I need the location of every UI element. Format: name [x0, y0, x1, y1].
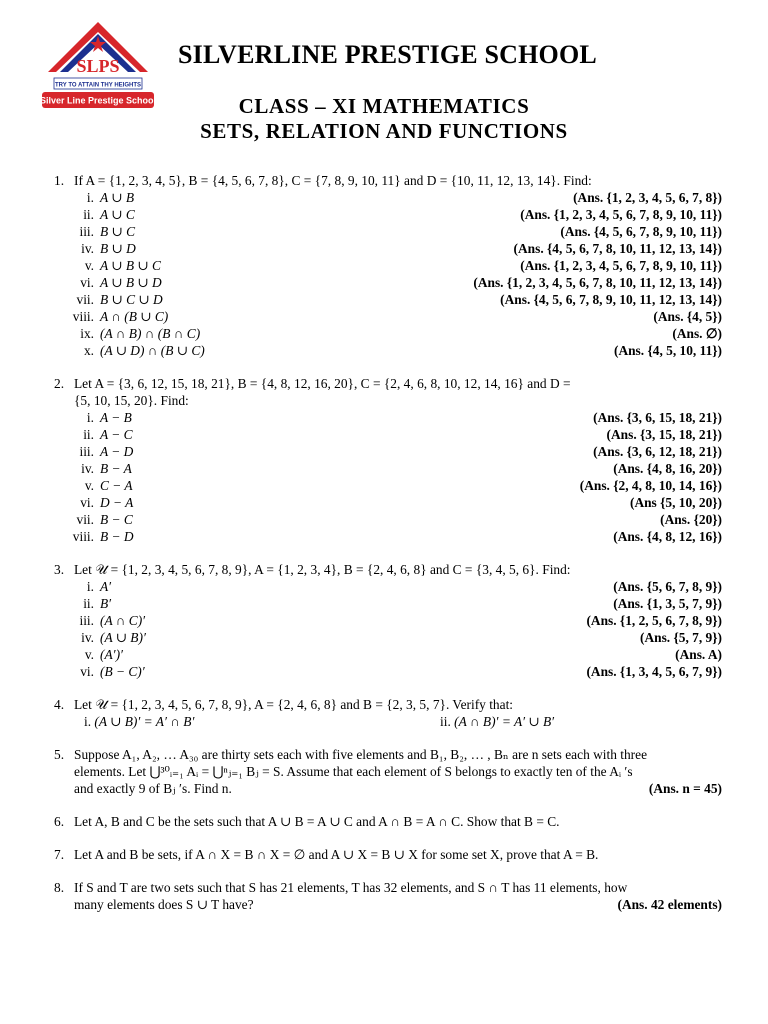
question-stem-line: [74, 392, 722, 409]
question-7: [54, 846, 722, 863]
sub-question: [54, 443, 722, 460]
sub-question-number: i.: [86, 579, 94, 594]
verify-row: [54, 713, 722, 730]
sub-question-answer: (Ans. {1, 3, 4, 5, 6, 7, 9}): [586, 664, 722, 679]
question-8: [54, 879, 722, 913]
stem-text: elements. Let ⋃³⁰ᵢ₌₁ Aᵢ = ⋃ⁿⱼ₌₁ Bⱼ = S. Assume that each element of S belongs to exactly ten of the Aᵢ ′s: [74, 764, 633, 779]
sub-question-text: A − C: [100, 427, 133, 442]
sub-question-answer: (Ans. A): [675, 647, 722, 662]
sub-question-answer: (Ans {5, 10, 20}): [629, 495, 722, 510]
question-stem-line: [74, 780, 722, 797]
sub-question-number: ii.: [83, 207, 94, 222]
sub-question-number: iii.: [79, 444, 94, 459]
question-4: [54, 696, 722, 730]
sub-question: [54, 342, 722, 359]
sub-question-text: (A ∩ C)′: [100, 613, 146, 628]
question-stem-line: [74, 696, 722, 713]
sub-question-text: A ∪ C: [100, 207, 135, 222]
stem-text: Let 𝒰 = {1, 2, 3, 4, 5, 6, 7, 8, 9}, A = {1, 2, 3, 4}, B = {2, 4, 6, 8} and C = {3, 4, 5, 6}. Find:: [74, 562, 571, 577]
question-stem: [54, 846, 722, 863]
sub-question-answer: (Ans. {3, 15, 18, 21}): [606, 427, 722, 442]
question-stem: [54, 813, 722, 830]
question-2: [54, 375, 722, 545]
verify-number: ii.: [440, 714, 455, 729]
sub-question-text: B ∪ C ∪ D: [100, 292, 163, 307]
sub-question-answer: (Ans. {4, 5, 10, 11}): [613, 343, 722, 358]
question-stem: [54, 696, 722, 713]
sub-question: [54, 223, 722, 240]
question-stem-line: [74, 746, 722, 763]
sub-question-text: A ∪ B ∪ C: [100, 258, 161, 273]
logo-acronym: SLPS: [76, 56, 120, 76]
logo-banner: Silver Line Prestige School: [40, 95, 156, 106]
sub-question: [54, 257, 722, 274]
stem-text: Let A and B be sets, if A ∩ X = B ∩ X = ∅ and A ∪ X = B ∪ X for some set X, prove that A = B.: [74, 847, 599, 862]
sub-question-number: v.: [84, 647, 94, 662]
sub-question-text: (A ∪ B)′: [100, 630, 146, 645]
sub-question-number: vii.: [76, 512, 94, 527]
sub-question: [54, 477, 722, 494]
sub-question: [54, 189, 722, 206]
sub-question-number: vi.: [80, 495, 94, 510]
verify-item: [84, 713, 194, 730]
question-number: 1.: [54, 173, 65, 188]
question-stem-line: [74, 879, 722, 896]
sub-question: [54, 528, 722, 545]
sub-question-text: (A ∩ B) ∩ (B ∩ C): [100, 326, 201, 341]
sub-question-answer: (Ans. {1, 2, 3, 4, 5, 6, 7, 8, 10, 11, 12, 13, 14}): [473, 275, 722, 290]
sub-question-answer: (Ans. {1, 2, 3, 4, 5, 6, 7, 8}): [573, 190, 722, 205]
sub-question-number: x.: [83, 343, 94, 358]
question-stem: [54, 879, 722, 913]
sub-question-answer: (Ans. {1, 2, 3, 4, 5, 6, 7, 8, 9, 10, 11}): [520, 207, 722, 222]
sub-question-number: i.: [86, 190, 94, 205]
sub-question-number: iv.: [81, 461, 94, 476]
class-title: CLASS – XI MATHEMATICS: [238, 94, 530, 118]
school-name: SILVERLINE PRESTIGE SCHOOL: [178, 40, 597, 69]
question-3: [54, 561, 722, 680]
sub-question-text: B ∪ D: [100, 241, 136, 256]
sub-question-number: i.: [86, 410, 94, 425]
sub-question: [54, 612, 722, 629]
sub-question: [54, 629, 722, 646]
question-stem-line: [74, 561, 722, 578]
sub-question-number: viii.: [72, 529, 94, 544]
sub-question: [54, 646, 722, 663]
sub-question-number: v.: [84, 478, 94, 493]
sub-question-number: ii.: [83, 596, 94, 611]
sub-question-text: (B − C)′: [100, 664, 145, 679]
sub-question-number: iii.: [79, 613, 94, 628]
question-stem-line: [74, 375, 722, 392]
sub-question-text: D − A: [100, 495, 134, 510]
question-stem-line: [74, 763, 722, 780]
stem-text: {5, 10, 15, 20}. Find:: [74, 393, 189, 408]
sub-question: [54, 274, 722, 291]
sub-question: [54, 308, 722, 325]
stem-text: If S and T are two sets such that S has 21 elements, T has 32 elements, and S ∩ T has 11 elements, how: [74, 880, 628, 895]
stem-text: Let A, B and C be the sets such that A ∪ B = A ∪ C and A ∩ B = A ∩ C. Show that B = C.: [74, 814, 560, 829]
sub-question-number: ii.: [83, 427, 94, 442]
sub-question-text: B − D: [100, 529, 134, 544]
question-stem: [54, 172, 722, 189]
sub-question-text: (A ∪ D) ∩ (B ∪ C): [100, 343, 205, 358]
sub-question-answer: (Ans. {4, 5, 6, 7, 8, 9, 10, 11}): [560, 224, 722, 239]
sub-question-text: (A′)′: [100, 647, 123, 662]
sub-question-text: B − C: [100, 512, 133, 527]
sub-question-number: viii.: [72, 309, 94, 324]
sub-question: [54, 511, 722, 528]
question-number: 8.: [54, 880, 65, 895]
sub-question-number: vi.: [80, 664, 94, 679]
stem-text: many elements does S ∪ T have?: [74, 897, 254, 912]
verify-item: [440, 713, 554, 730]
sub-question-answer: (Ans. {4, 5}): [653, 309, 722, 324]
question-number: 2.: [54, 376, 65, 391]
verify-text: (A ∪ B)′ = A′ ∩ B′: [94, 714, 195, 729]
sub-question-text: A ∪ B ∪ D: [100, 275, 162, 290]
sub-question: [54, 409, 722, 426]
question-number: 4.: [54, 697, 65, 712]
sub-question-answer: (Ans. {1, 2, 5, 6, 7, 8, 9}): [586, 613, 722, 628]
stem-text: and exactly 9 of Bⱼ ′s. Find n.: [74, 781, 232, 796]
verify-text: (A ∩ B)′ = A′ ∪ B′: [454, 714, 555, 729]
sub-question-answer: (Ans. {5, 7, 9}): [640, 630, 722, 645]
sub-question-text: A ∪ B: [100, 190, 135, 205]
sub-question-text: A − D: [100, 444, 134, 459]
sub-question: [54, 595, 722, 612]
sub-question-number: iii.: [79, 224, 94, 239]
question-stem: [54, 746, 722, 797]
answer: (Ans. 42 elements): [617, 897, 722, 912]
question-number: 5.: [54, 747, 65, 762]
sub-question: [54, 240, 722, 257]
sub-question-answer: (Ans. {2, 4, 8, 10, 14, 16}): [579, 478, 722, 493]
topic-title: SETS, RELATION AND FUNCTIONS: [200, 119, 568, 143]
sub-question-number: ix.: [80, 326, 94, 341]
sub-question: [54, 663, 722, 680]
sub-question-answer: (Ans. {3, 6, 15, 18, 21}): [593, 410, 722, 425]
sub-question: [54, 494, 722, 511]
question-5: [54, 746, 722, 797]
question-stem-line: [74, 172, 722, 189]
sub-question-answer: (Ans. {4, 8, 12, 16}): [613, 529, 722, 544]
question-6: [54, 813, 722, 830]
sub-question-text: B ∪ C: [100, 224, 136, 239]
sub-question-answer: (Ans. {4, 5, 6, 7, 8, 9, 10, 11, 12, 13, 14}): [500, 292, 722, 307]
sub-question-answer: (Ans. {20}): [660, 512, 722, 527]
sub-question-answer: (Ans. {3, 6, 12, 18, 21}): [593, 444, 722, 459]
stem-text: If A = {1, 2, 3, 4, 5}, B = {4, 5, 6, 7, 8}, C = {7, 8, 9, 10, 11} and D = {10, 11, 12, 13, 14}. Find:: [74, 173, 592, 188]
sub-question-text: A ∩ (B ∪ C): [100, 309, 169, 324]
question-stem-line: [74, 846, 722, 863]
sub-question: [54, 325, 722, 342]
sub-question: [54, 426, 722, 443]
sub-question-text: B′: [100, 596, 112, 611]
sub-question-answer: (Ans. {4, 5, 6, 7, 8, 10, 11, 12, 13, 14}): [513, 241, 722, 256]
question-stem: [54, 375, 722, 409]
stem-text: Suppose A₁, A₂, … A₃₀ are thirty sets each with five elements and B₁, B₂, … , Bₙ are n sets each with three: [74, 747, 648, 762]
stem-text: Let 𝒰 = {1, 2, 3, 4, 5, 6, 7, 8, 9}, A = {2, 4, 6, 8} and B = {2, 3, 5, 7}. Verify that:: [74, 697, 514, 712]
question-stem-line: [74, 896, 722, 913]
sub-question: [54, 291, 722, 308]
sub-question-text: C − A: [100, 478, 133, 493]
sub-question-number: v.: [84, 258, 94, 273]
sub-question-number: iv.: [81, 630, 94, 645]
sub-question-text: A′: [100, 579, 112, 594]
question-number: 6.: [54, 814, 65, 829]
question-number: 7.: [54, 847, 65, 862]
question-list: [54, 172, 722, 929]
question-stem: [54, 561, 722, 578]
sub-question: [54, 206, 722, 223]
logo-motto: TRY TO ATTAIN THY HEIGHTS: [54, 82, 142, 89]
sub-question-text: B − A: [100, 461, 132, 476]
question-1: [54, 172, 722, 359]
sub-question: [54, 578, 722, 595]
sub-question-number: vii.: [76, 292, 94, 307]
question-number: 3.: [54, 562, 65, 577]
sub-question-number: vi.: [80, 275, 94, 290]
sub-question-number: iv.: [81, 241, 94, 256]
question-stem-line: [74, 813, 722, 830]
sub-question-answer: (Ans. {1, 2, 3, 4, 5, 6, 7, 8, 9, 10, 11}): [520, 258, 722, 273]
sub-question-answer: (Ans. {5, 6, 7, 8, 9}): [613, 579, 722, 594]
verify-number: i.: [84, 714, 95, 729]
answer: (Ans. n = 45): [648, 781, 722, 796]
sub-question-text: A − B: [100, 410, 132, 425]
sub-question: [54, 460, 722, 477]
sub-question-answer: (Ans. {4, 8, 16, 20}): [613, 461, 722, 476]
stem-text: Let A = {3, 6, 12, 15, 18, 21}, B = {4, 8, 12, 16, 20}, C = {2, 4, 6, 8, 10, 12, 14, 16} and D =: [74, 376, 571, 391]
sub-question-answer: (Ans. {1, 3, 5, 7, 9}): [613, 596, 722, 611]
sub-question-answer: (Ans. ∅): [672, 326, 722, 341]
